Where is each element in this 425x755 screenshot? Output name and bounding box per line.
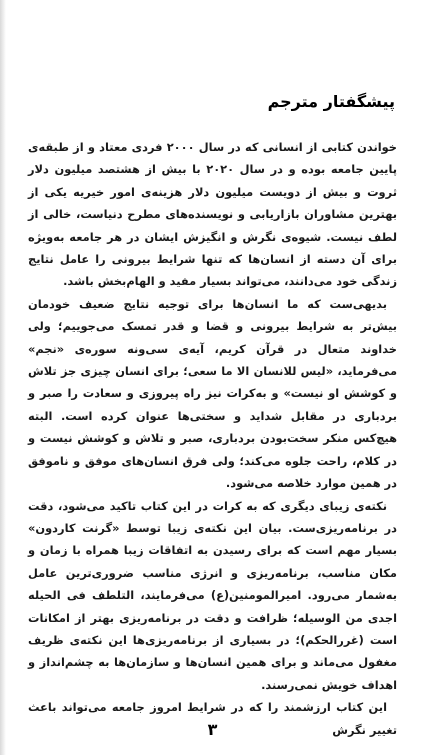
paragraph-4: این کتاب ارزشمند را که در شرایط امروز جامعه می‌تواند باعث تغییر نگرش: [28, 700, 397, 737]
paragraph-1: خواندن کتابی از انسانی که در سال ۲۰۰۰ فردی معتاد و از طبقه‌ی پایین جامعه بوده و در سال ۲۰۲۰ با بیش از هشتصد میلیون دلار ثروت و بیش از دویست میلیون دلار هزینه‌ی امور خیریه یکی از بهترین مشاوران بازاریابی و نویسنده‌های مطرح دنیاست، خالی از لطف نیست. شیوه‌ی نگرش و انگیزش ایشان در هر جامعه به‌ویژه برای آن دسته از انسان‌ها که تنها شرایط بیرونی را عامل نتایج زندگی خود می‌دانند، می‌تواند بسیار مفید و الهام‌بخش باشد.: [28, 140, 398, 289]
page-number: ۳: [207, 720, 218, 739]
page-edge-shadow: [0, 0, 6, 755]
body-text: [28, 136, 397, 741]
section-heading: پیشگفتار مترجم: [267, 92, 395, 111]
paragraph-3: نکته‌ی زیبای دیگری که به کرات در این کتاب تاکید می‌شود، دقت در برنامه‌ریزی‌ست. بیان این نکته‌ی زیبا توسط «گرنت کاردون» بسیار مهم است که برای رسیدن به اتفاقات زیبا همراه با زمان و مکان مناسب، برنامه‌ریزی و انرژی مناسب ضروری‌ترین عامل به‌شمار می‌رود. امیرالمومنین(ع) می‌فرمایند، التلطف فی الحیله اجدی من الوسیله؛ ظرافت و دقت در برنامه‌ریزی بهتر از امکانات است (غررالحکم)؛ در بسیاری از برنامه‌ریزی‌ها این نکته‌ی ظریف مغفول می‌ماند و برای همین انسان‌ها و سازمان‌ها به چشم‌انداز و اهداف خویش نمی‌رسند.: [28, 498, 397, 692]
paragraph-2: بدیهی‌ست که ما انسان‌ها برای توجیه نتایج ضعیف خودمان بیش‌تر به شرایط بیرونی و قضا و قدر تمسک می‌جوییم؛ ولی خداوند متعال در قرآن کریم، آیه‌ی سی‌ونه سوره‌ی «نجم» می‌فرماید، «لیس للانسان الا ما سعی؛ برای انسان چیزی جز تلاش و کوشش او نیست» و به‌کرات نیز راه پیروزی و سعادت را صبر و بردباری در مقابل شداید و سختی‌ها عنوان کرده است. البته هیچ‌کس منکر سخت‌بودن بردباری، صبر و تلاش و کوشش نیست و در کلام، راحت جلوه می‌کند؛ ولی فرق انسان‌های موفق و ناموفق در همین موارد خلاصه می‌شود.: [28, 296, 397, 491]
